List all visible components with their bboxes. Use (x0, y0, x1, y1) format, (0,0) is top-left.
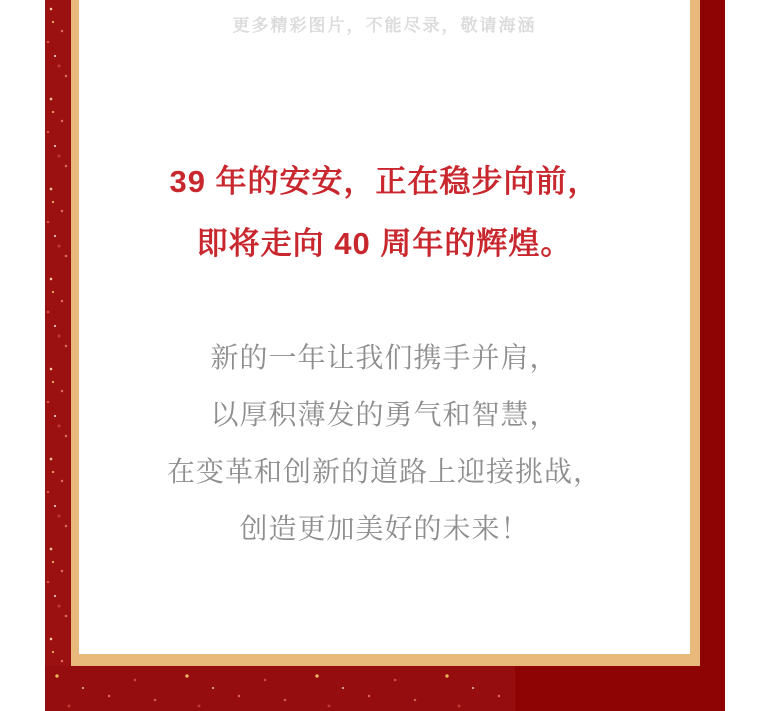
headline-line-1: 39 年的安安，正在稳步向前， (169, 164, 600, 199)
body-line-4: 创造更加美好的未来！ (239, 513, 530, 544)
body-line-3: 在变革和创新的道路上迎接挑战， (166, 456, 602, 487)
headline (79, 151, 690, 275)
headline-line-2: 即将走向 40 周年的辉煌。 (196, 226, 573, 261)
frame-left-red-glitter (45, 0, 71, 711)
gold-inner-frame (71, 0, 700, 666)
content-panel (79, 0, 690, 654)
header-note: 更多精彩图片，不能尽录，敬请海涵 (232, 16, 537, 35)
frame-right-red (700, 0, 725, 711)
body-line-2: 以厚积薄发的勇气和智慧， (210, 399, 559, 430)
poster-card (45, 0, 725, 711)
body-text (79, 329, 690, 557)
frame-bottom-right-red (515, 666, 725, 711)
body-line-1: 新的一年让我们携手并肩， (210, 342, 559, 373)
